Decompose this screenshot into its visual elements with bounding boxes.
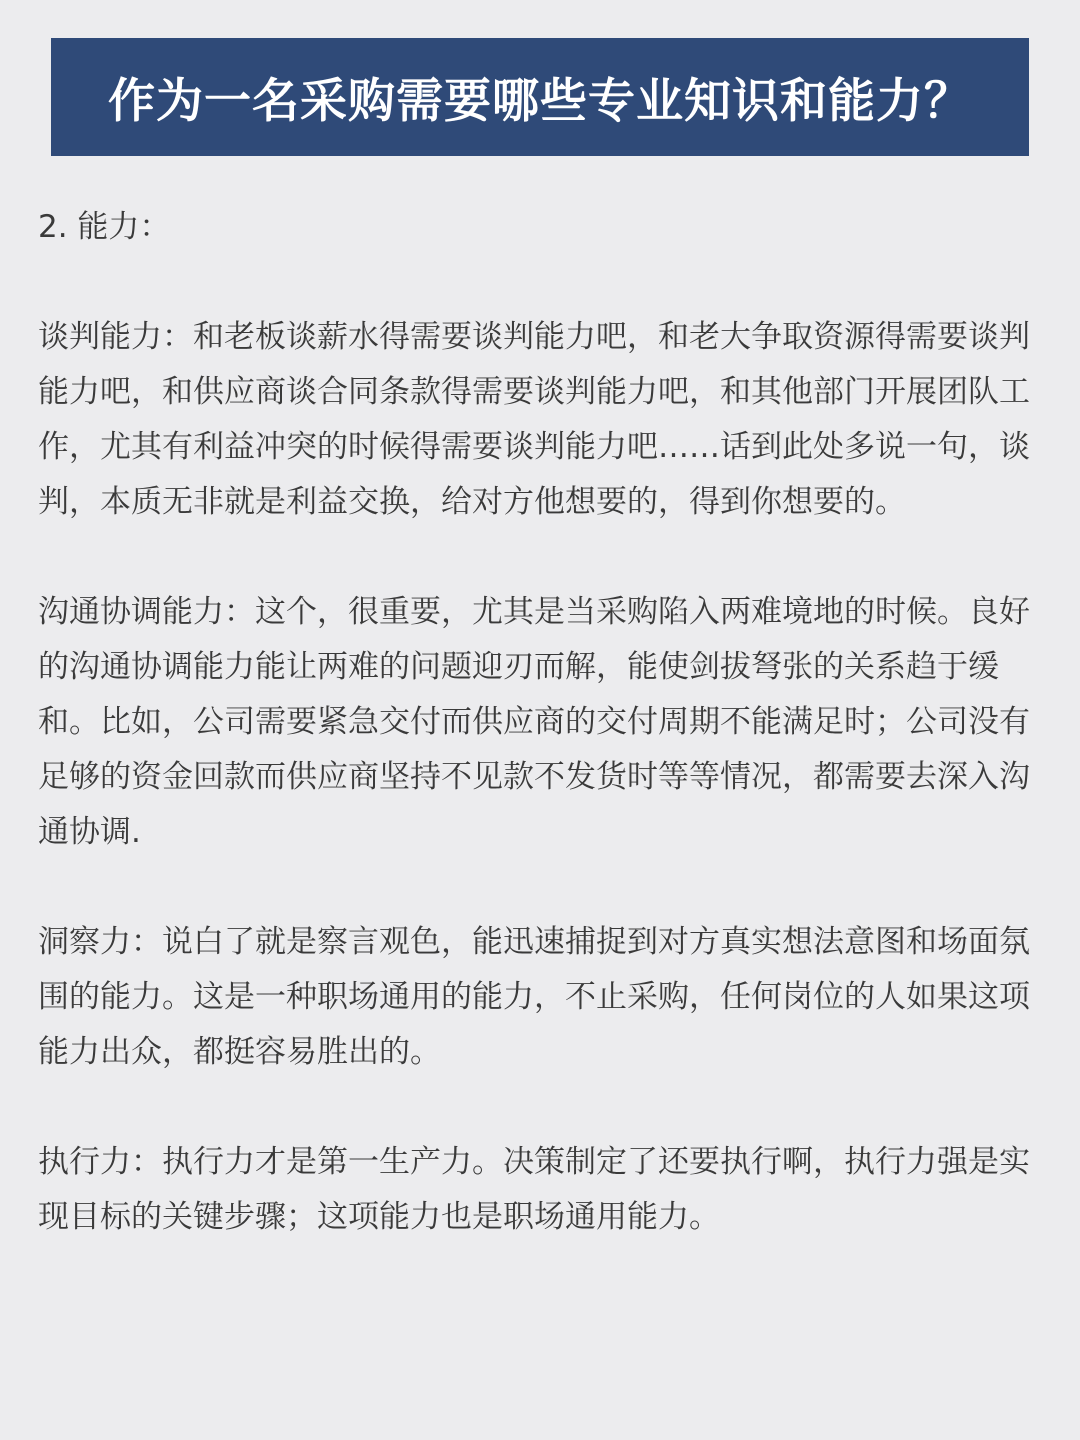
paragraph-insight: 洞察力：说白了就是察言观色，能迅速捕捉到对方真实想法意图和场面氛围的能力。这是一种职场通用的能力，不止采购，任何岗位的人如果这项能力出众，都挺容易胜出的。: [38, 924, 1030, 1070]
paragraph-communication: 沟通协调能力：这个，很重要，尤其是当采购陷入两难境地的时候。良好的沟通协调能力能让两难的问题迎刃而解，能使剑拔弩张的关系趋于缓和。比如，公司需要紧急交付而供应商的交付周期不能满足时；公司没有足够的资金回款而供应商坚持不见款不发货时等等情况，都需要去深入沟通协调.: [38, 594, 1030, 850]
paragraph-execution: 执行力：执行力才是第一生产力。决策制定了还要执行啊，执行力强是实现目标的关键步骤；这项能力也是职场通用能力。: [38, 1144, 1030, 1235]
article-body: [38, 200, 1058, 1300]
section-heading: 2. 能力：: [38, 209, 171, 245]
paragraph-negotiation: 谈判能力：和老板谈薪水得需要谈判能力吧，和老大争取资源得需要谈判能力吧，和供应商谈合同条款得需要谈判能力吧，和其他部门开展团队工作，尤其有利益冲突的时候得需要谈判能力吧……话到此处多说一句，谈判，本质无非就是利益交换，给对方他想要的，得到你想要的。: [38, 319, 1030, 520]
page-title: 作为一名采购需要哪些专业知识和能力？: [108, 73, 972, 129]
title-banner: [51, 38, 1029, 156]
